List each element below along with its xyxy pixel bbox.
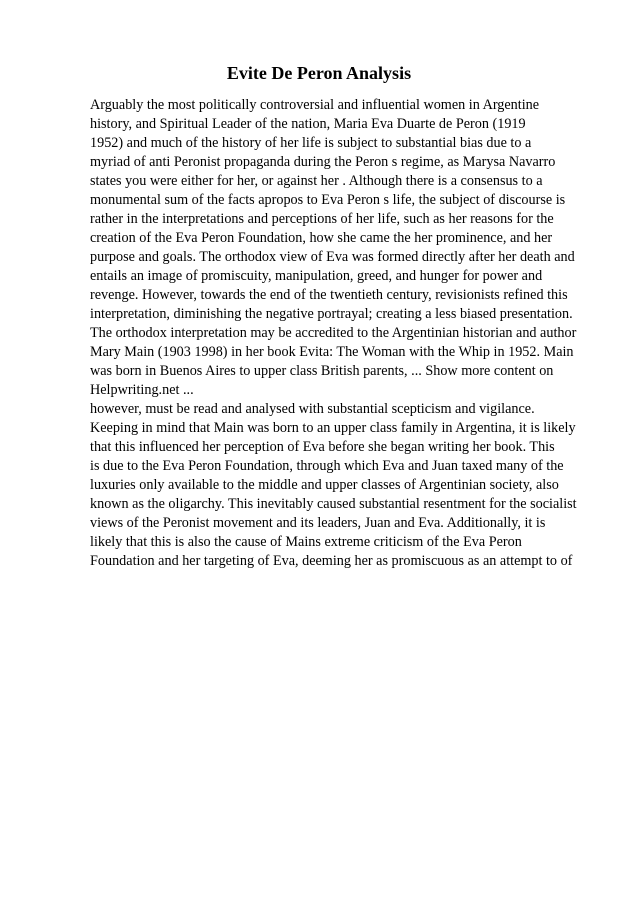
body-line: however, must be read and analysed with substantial scepticism and vigilance. (90, 401, 535, 417)
body-line: revenge. However, towards the end of the twentieth century, revisionists refined this (90, 287, 568, 303)
body-line: Keeping in mind that Main was born to an upper class family in Argentina, it is likely (90, 420, 576, 436)
body-line: Arguably the most politically controversial and influential women in Argentine (90, 97, 540, 113)
body-line: myriad of anti Peronist propaganda during the Peron s regime, as Marysa Navarro (90, 154, 556, 170)
body-line: monumental sum of the facts apropos to Eva Peron s life, the subject of discourse is (90, 192, 566, 208)
body-line: creation of the Eva Peron Foundation, how she came the her prominence, and her (90, 230, 553, 246)
body-line: 1952) and much of the history of her life is subject to substantial bias due to a (90, 135, 532, 151)
body-line: luxuries only available to the middle and upper classes of Argentinian society, also (90, 477, 559, 493)
body-line: views of the Peronist movement and its leaders, Juan and Eva. Additionally, it is (90, 515, 546, 531)
body-line: that this influenced her perception of Eva before she began writing her book. This (90, 439, 555, 455)
body-line: interpretation, diminishing the negative portrayal; creating a less biased presentation. (90, 306, 573, 322)
document-title: Evite De Peron Analysis (226, 63, 412, 83)
body-line: purpose and goals. The orthodox view of Eva was formed directly after her death and (90, 249, 575, 265)
body-line: Helpwriting.net ... (90, 382, 194, 398)
body-line: Foundation and her targeting of Eva, deeming her as promiscuous as an attempt to of (90, 553, 573, 569)
body-line: is due to the Eva Peron Foundation, through which Eva and Juan taxed many of the (90, 458, 564, 474)
body-line: Mary Main (1903 1998) in her book Evita: The Woman with the Whip in 1952. Main (90, 344, 574, 360)
body-line: entails an image of promiscuity, manipulation, greed, and hunger for power and (90, 268, 543, 284)
body-line: rather in the interpretations and perceptions of her life, such as her reasons for the (90, 211, 554, 227)
body-line: was born in Buenos Aires to upper class British parents, ... Show more content on (90, 363, 554, 379)
body-line: known as the oligarchy. This inevitably caused substantial resentment for the socialist (90, 496, 577, 512)
body-line: The orthodox interpretation may be accredited to the Argentinian historian and author (90, 325, 577, 341)
body-line: likely that this is also the cause of Mains extreme criticism of the Eva Peron (90, 534, 522, 550)
document-body (90, 96, 610, 571)
body-line: history, and Spiritual Leader of the nation, Maria Eva Duarte de Peron (1919 (90, 116, 526, 132)
body-line: states you were either for her, or against her . Although there is a consensus to a (90, 173, 543, 189)
